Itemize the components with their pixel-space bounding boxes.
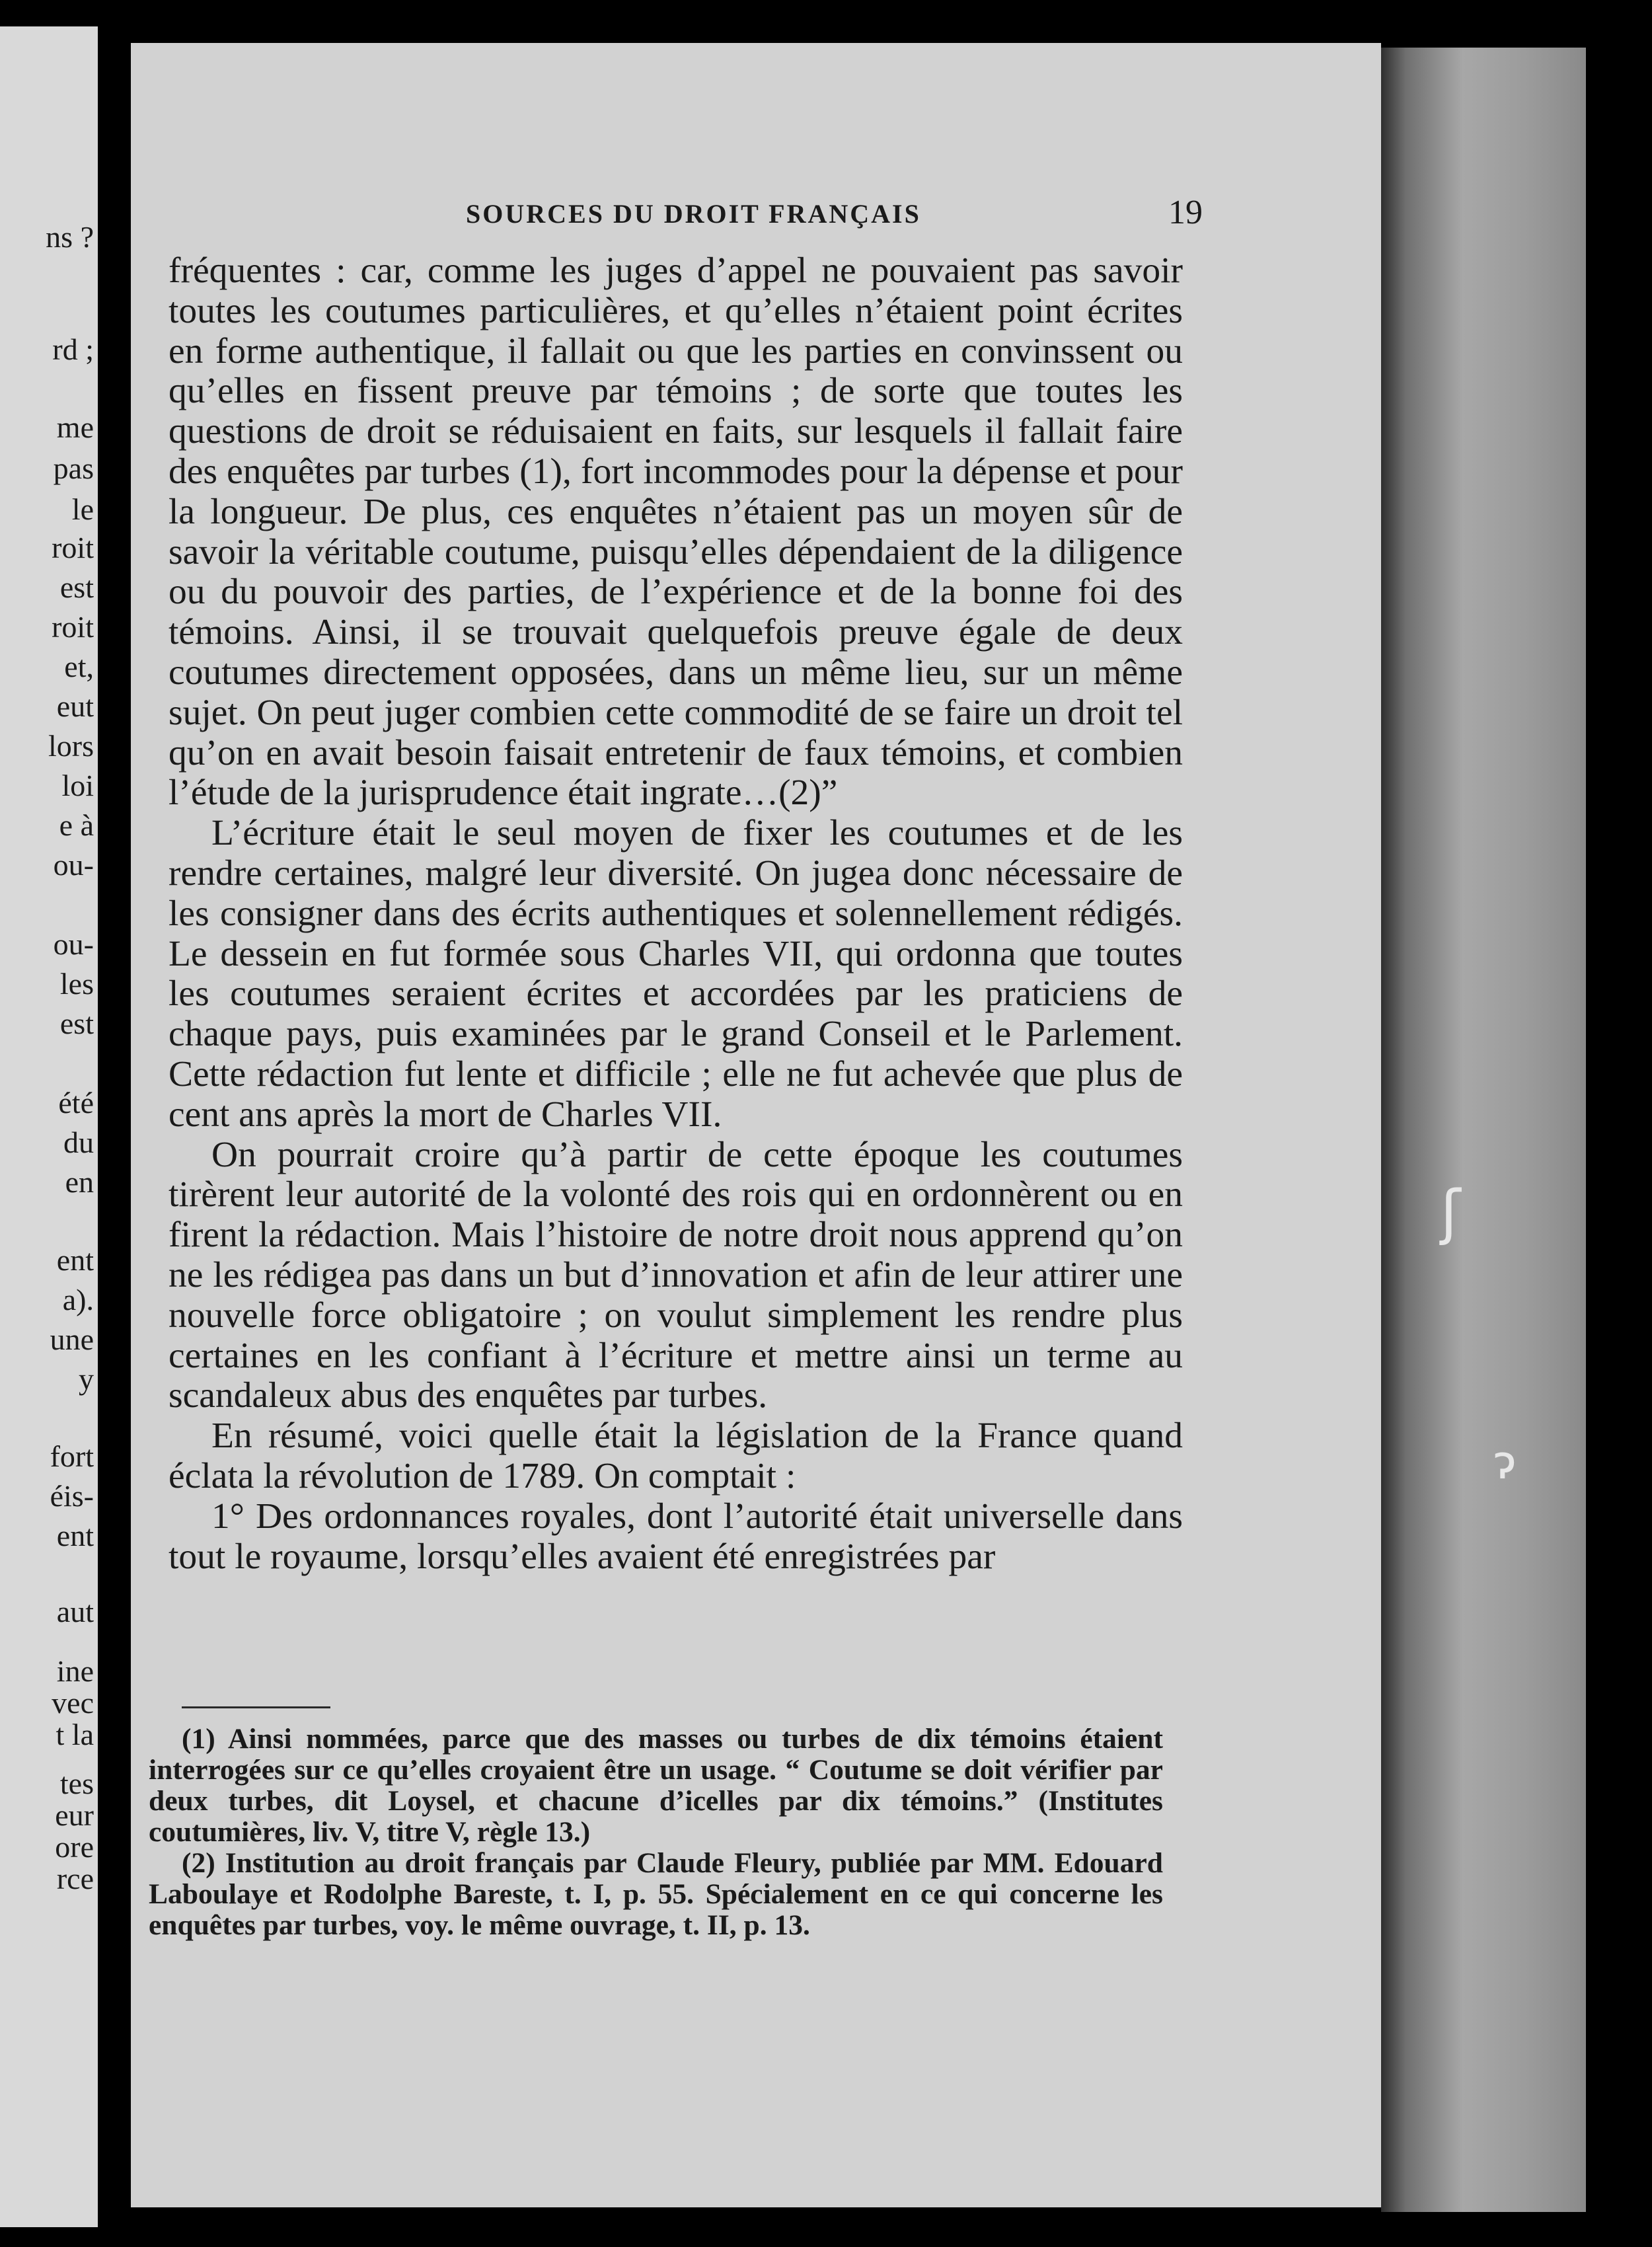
paragraph: fréquentes : car, comme les juges d’appel ne pouvaient pas savoir toutes les coutumes particulières, et qu’elles n’étaient point écrites en forme authentique, il fallait ou que les parties en convinssent ou qu’elles en fissent preuve par témoins ; de sorte que toutes les questions de droit se réduisaient en faits, sur lesquels il fallait faire des enquêtes par turbes (1), fort incommodes pour la dépense et pour la longueur. De plus, ces enquêtes n’étaient pas un moyen sûr de savoir la véritable coutume, puisqu’elles dépendaient de la diligence ou du pouvoir des parties, de l’expérience et de la bonne foi des témoins. Ainsi, il se trouvait quelquefois preuve égale de deux coutumes directement opposées, dans un même lieu, sur un même sujet. On peut juger combien cette commodité de se faire un droit tel qu’on en avait besoin faisait entretenir de faux témoins, et combien l’étude de la jurisprudence était ingrate…(2)” bbox=[169, 250, 1183, 814]
facing-page-fragment: ns ? bbox=[46, 220, 94, 254]
facing-page-fragment: une bbox=[50, 1322, 94, 1356]
facing-page-fragment: loi bbox=[61, 769, 94, 802]
facing-page-fragment: roit bbox=[52, 610, 94, 644]
paragraph: 1° Des ordonnances royales, dont l’autorité était universelle dans tout le royaume, lorsqu’elles avaient été enregistrées par bbox=[169, 1496, 1183, 1577]
running-head bbox=[185, 194, 1203, 238]
paragraph: L’écriture était le seul moyen de fixer les coutumes et de les rendre certaines, malgré leur diversité. On jugea donc nécessaire de les consigner dans des écrits authentiques et solennellement rédigés. Le dessein en fut formée sous Charles VII, qui ordonna que toutes les coutumes seraient écrites et accordées par les praticiens de chaque pays, puis examinées par le grand Conseil et le Parlement. Cette rédaction fut lente et difficile ; elle ne fut achevée que plus de cent ans après la mort de Charles VII. bbox=[169, 813, 1183, 1135]
facing-page-fragment: pas bbox=[53, 451, 94, 485]
facing-page-fragment: t la bbox=[56, 1718, 94, 1751]
facing-page-fragment: fort bbox=[50, 1439, 94, 1473]
facing-page-fragment: roit bbox=[52, 531, 94, 564]
footnote: (1) Ainsi nommées, parce que des masses ou turbes de dix témoins étaient interrogées sur ce qu’elles croyaient être un usage. “ Coutume se doit vérifier par deux turbes, dit Loysel, et chacune d’icelles par dix témoins.” (Institutes coutumières, liv. V, titre V, règle 13.) bbox=[149, 1723, 1163, 1848]
facing-page-fragment: éis- bbox=[50, 1479, 94, 1513]
facing-page-fragment: vec bbox=[52, 1686, 94, 1720]
facing-page-fragment: tes bbox=[59, 1767, 94, 1800]
facing-page-fragment: ou- bbox=[53, 848, 94, 882]
edge-scratch-mark: ɂ bbox=[1493, 1435, 1516, 1490]
book-edge bbox=[1381, 48, 1586, 2212]
facing-page-fragment: ou- bbox=[53, 927, 94, 961]
facing-page-fragment: les bbox=[59, 967, 94, 1001]
facing-page-fragment: a). bbox=[62, 1283, 94, 1316]
facing-page-fragment: et, bbox=[64, 650, 94, 683]
facing-page-fragment: e à bbox=[59, 808, 94, 842]
facing-page-fragment: ore bbox=[55, 1830, 94, 1864]
facing-page-fragment: aut bbox=[56, 1595, 94, 1628]
footnote: (2) Institution au droit français par Claude Fleury, publiée par MM. Edouard Laboulaye et Rodolphe Bareste, t. I, p. 55. Spécialement en ce qui concerne les enquêtes par turbes, voy. le même ouvrage, t. II, p. 13. bbox=[149, 1847, 1163, 1941]
edge-scratch-mark: ʃ bbox=[1441, 1178, 1461, 1247]
facing-page-fragment: eut bbox=[56, 689, 94, 723]
facing-page-fragment: rce bbox=[56, 1862, 94, 1895]
facing-page-fragment: rd ; bbox=[52, 332, 94, 366]
facing-page-fragment: le bbox=[71, 492, 94, 526]
body-text bbox=[169, 251, 1183, 1577]
facing-page-fragment: est bbox=[59, 570, 94, 604]
paragraph: On pourrait croire qu’à partir de cette époque les coutumes tirèrent leur autorité de la volonté des rois qui en ordonnèrent ou en firent la rédaction. Mais l’histoire de notre droit nous apprend qu’on ne les rédigea pas dans un but d’innovation et afin de leur attirer une nouvelle force obligatoire ; on voulut simplement les rendre plus certaines en les confiant à l’écriture et mettre ainsi un terme au scandaleux abus des enquêtes par turbes. bbox=[169, 1134, 1183, 1416]
facing-page-fragment: du bbox=[63, 1125, 94, 1159]
footnote-rule bbox=[182, 1706, 330, 1708]
facing-page-fragment: est bbox=[59, 1007, 94, 1040]
footnotes bbox=[149, 1724, 1163, 1941]
facing-page-fragment: lors bbox=[48, 729, 94, 763]
facing-page-fragment: ent bbox=[56, 1243, 94, 1277]
facing-page-fragment: eur bbox=[55, 1798, 94, 1832]
facing-page-fragment: me bbox=[56, 410, 94, 444]
facing-page-edge bbox=[0, 26, 98, 2227]
facing-page-fragment: été bbox=[58, 1086, 94, 1120]
running-title: SOURCES DU DROIT FRANÇAIS bbox=[466, 199, 921, 229]
page-number: 19 bbox=[1168, 194, 1203, 231]
facing-page-fragment: en bbox=[65, 1165, 94, 1199]
paragraph: En résumé, voici quelle était la législation de la France quand éclata la révolution de 1789. On comptait : bbox=[169, 1416, 1183, 1496]
facing-page-fragment: ine bbox=[56, 1654, 94, 1688]
facing-page-fragment: ent bbox=[56, 1519, 94, 1552]
facing-page-fragment: y bbox=[79, 1362, 94, 1396]
